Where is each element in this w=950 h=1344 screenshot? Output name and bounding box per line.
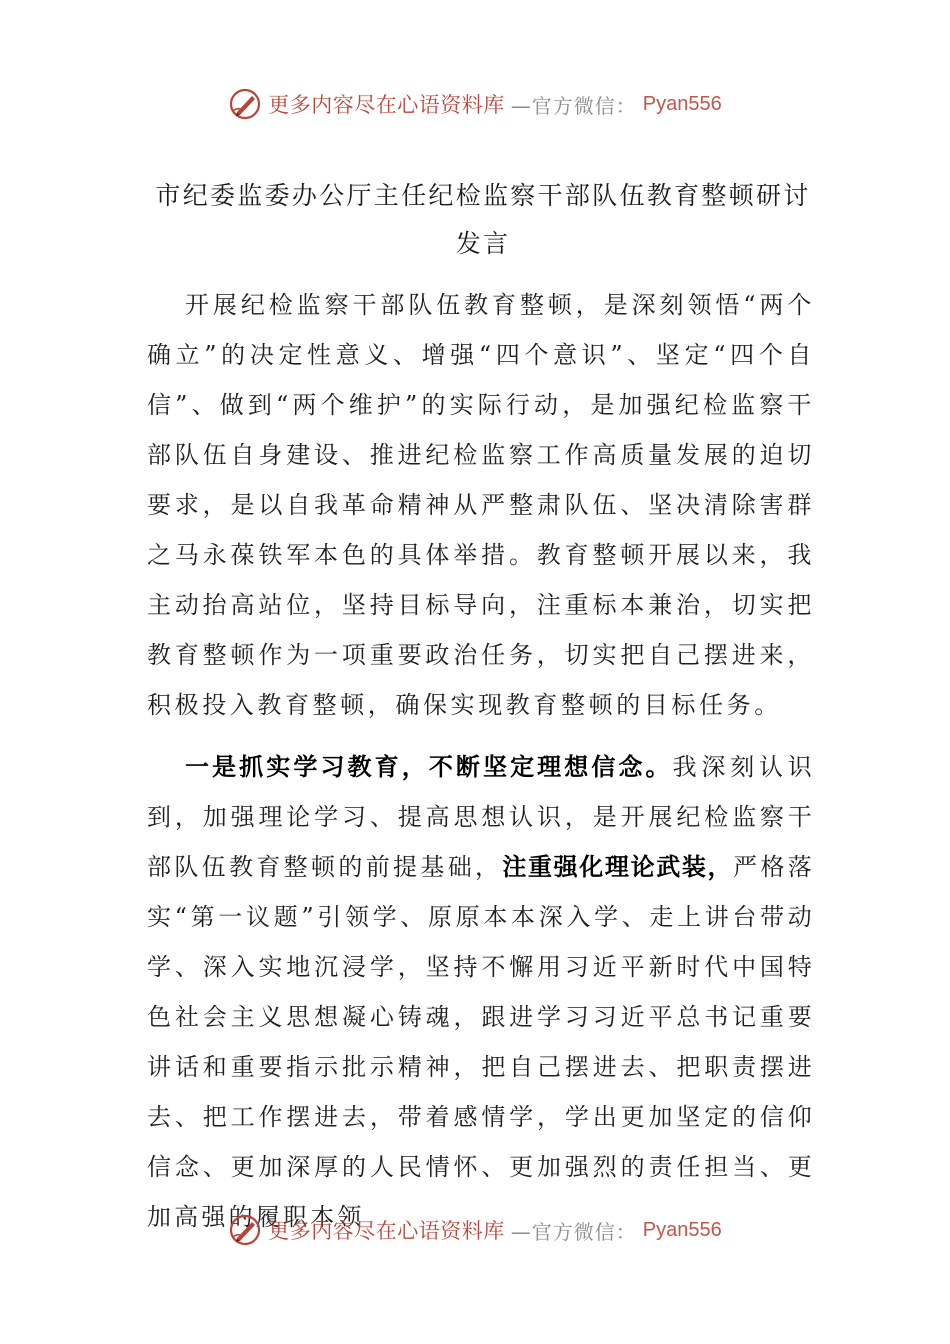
footer-brand-text: 更多内容尽在心语资料库	[268, 1219, 505, 1243]
document-title: 市纪委监委办公厅主任纪检监察干部队伍教育整顿研讨发言	[155, 181, 811, 258]
pen-logo-icon	[228, 1213, 262, 1247]
footer-wechat-id: Pyan556	[642, 1218, 722, 1241]
body-paragraph-1: 开展纪检监察干部队伍教育整顿，是深刻领悟“两个确立”的决定性意义、增强“四个意识”、坚定“四个自信”、做到“两个维护”的实际行动，是加强纪检监察干部队伍自身建设、推进纪检监察工作高质量发展的迫切要求，是以自我革命精神从严整肃队伍、坚决清除害群之马永葆铁军本色的具体举措。教育整顿开展以来，我主动抬高站位，坚持目标导向，注重标本兼治，切实把教育整顿作为一项重要政治任务，切实把自己摆进来，积极投入教育整顿，确保实现教育整顿的目标任务。	[147, 291, 815, 719]
header-wechat-id: Pyan556	[642, 92, 722, 115]
pen-logo-icon	[228, 87, 262, 121]
paragraph-text-segment: 严格落实“第一议题”引领学、原原本本深入学、走上讲台带动学、深入实地沉浸学，坚持不懈用习近平新时代中国特色社会主义思想凝心铸魂，跟进学习习近平总书记重要讲话和重要指示批示精神，把自己摆进去、把职责摆进去、把工作摆进去，带着感情学，学出更加坚定的信仰信念、更加深厚的人民情怀、更加强烈的责任担当、更加高强的履职本领	[147, 853, 815, 1231]
header-watermark-banner	[0, 82, 950, 126]
body-paragraph-2	[147, 742, 815, 1242]
footer-contact-text: —官方微信：	[510, 1219, 637, 1244]
paragraph-inline-emphasis: 注重强化理论武装，	[502, 853, 734, 881]
paragraph-lead-heading: 一是抓实学习教育，不断坚定理想信念。	[185, 753, 673, 781]
footer-watermark-banner	[0, 1208, 950, 1252]
header-contact-text: —官方微信：	[510, 93, 637, 118]
paragraph-text-segment: 我深刻认识到，加强理论学习、提高思想认识，是开展纪检监察干部队伍教育整顿的前提基础，	[147, 753, 816, 881]
header-brand-text: 更多内容尽在心语资料库	[268, 93, 505, 117]
